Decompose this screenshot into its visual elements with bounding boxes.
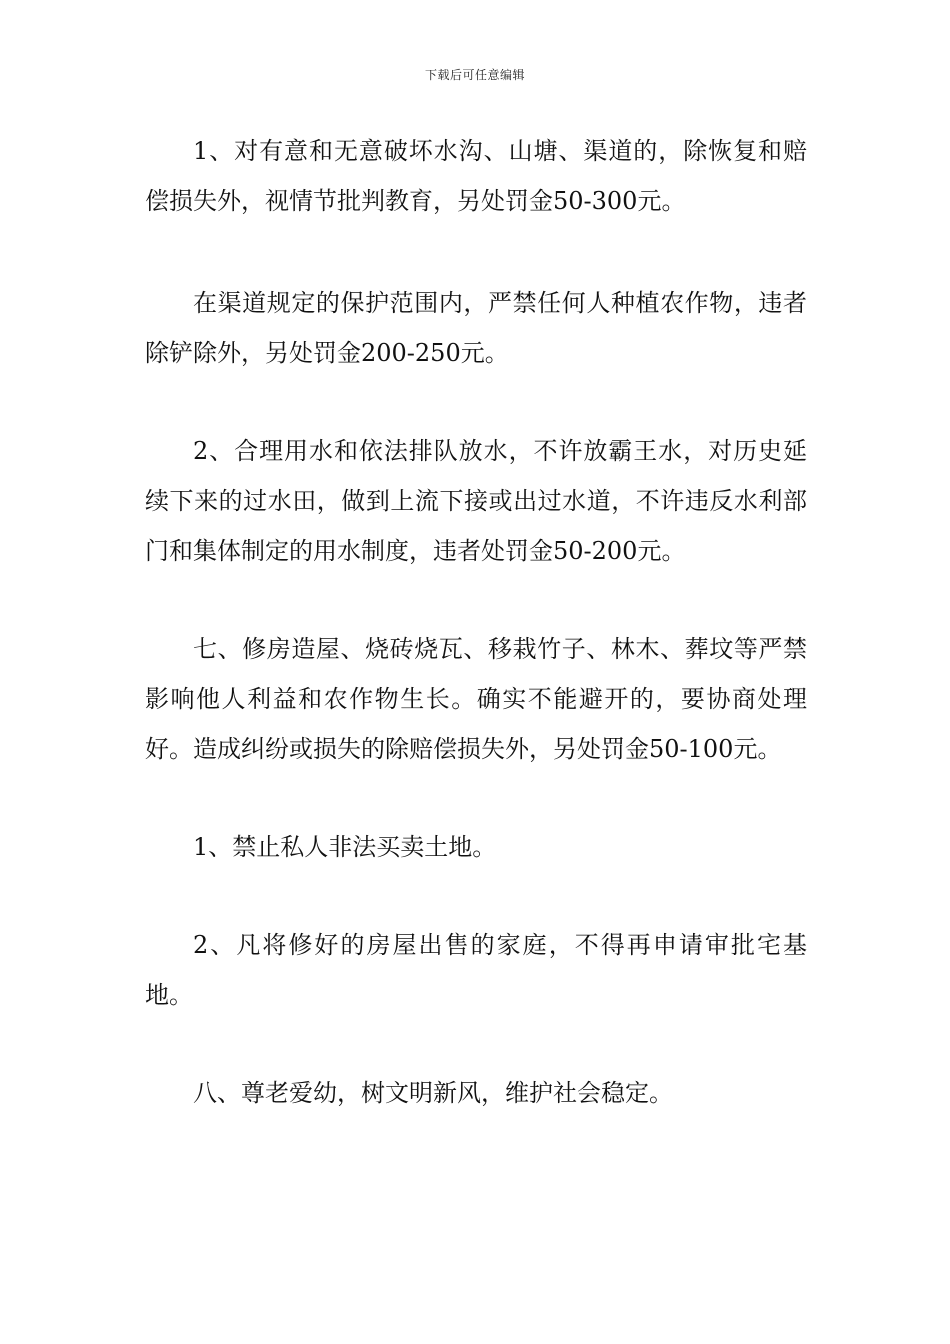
paragraph-2: 在渠道规定的保护范围内，严禁任何人种植农作物，违者除铲除外，另处罚金200-250元。	[145, 289, 807, 367]
document-body	[145, 126, 807, 1118]
page-header: 下载后可任意编辑	[424, 68, 525, 82]
paragraph-5: 1、禁止私人非法买卖土地。	[193, 833, 497, 861]
paragraph-1: 1、对有意和无意破坏水沟、山塘、渠道的，除恢复和赔偿损失外，视情节批判教育，另处罚金50-300元。	[145, 137, 807, 215]
paragraph-6: 2、凡将修好的房屋出售的家庭，不得再申请审批宅基地。	[145, 931, 807, 1009]
paragraph-4: 七、修房造屋、烧砖烧瓦、移栽竹子、林木、葬坟等严禁影响他人利益和农作物生长。确实不能避开的，要协商处理好。造成纠纷或损失的除赔偿损失外，另处罚金50-100元。	[145, 635, 807, 763]
paragraph-7: 八、尊老爱幼，树文明新风，维护社会稳定。	[193, 1079, 673, 1107]
paragraph-3: 2、合理用水和依法排队放水，不许放霸王水，对历史延续下来的过水田，做到上流下接或出过水道，不许违反水利部门和集体制定的用水制度，违者处罚金50-200元。	[145, 437, 807, 565]
